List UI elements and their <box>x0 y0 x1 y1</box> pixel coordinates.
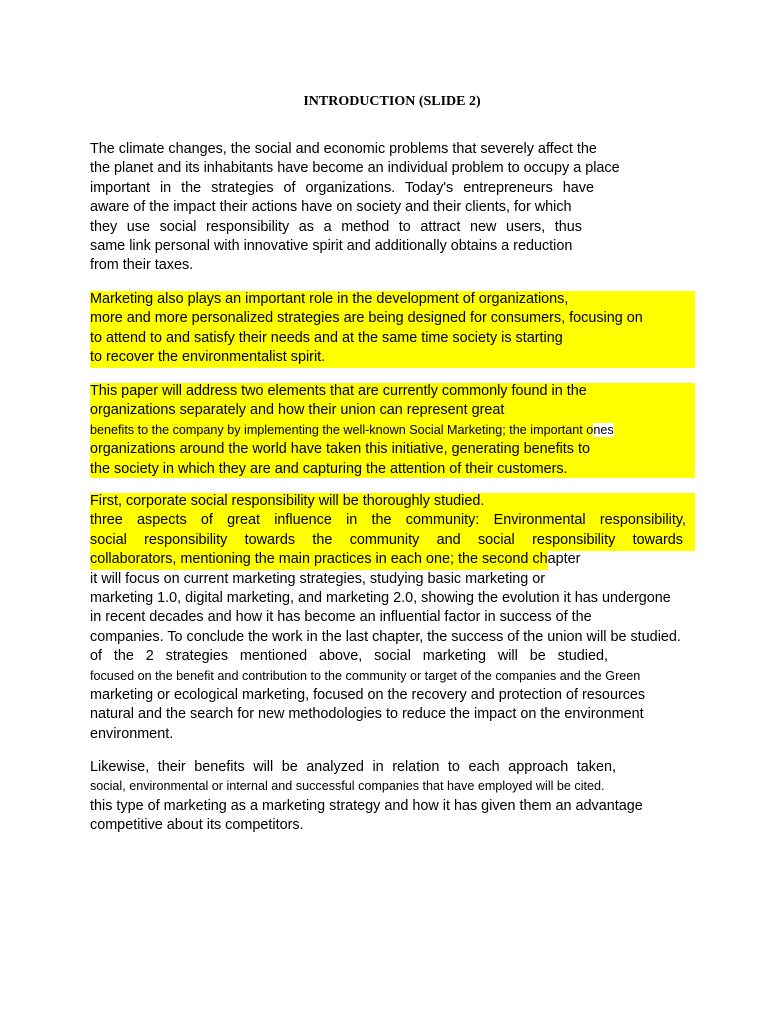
text-line: Marketing also plays an important role in the development of organizations, <box>90 291 569 307</box>
text-line <box>90 421 614 440</box>
text-line: Likewise, their benefits will be analyzed in relation to each approach taken, <box>90 759 616 775</box>
text-line: from their taxes. <box>90 257 194 274</box>
text-line: to attend to and satisfy their needs and at the same time society is starting <box>90 329 563 346</box>
text-line: important in the strategies of organizations. Today's entrepreneurs have <box>90 179 594 196</box>
text-line: this type of marketing as a marketing strategy and how it has given them an advantage <box>90 797 643 814</box>
text-line: to recover the environmentalist spirit. <box>90 349 326 366</box>
page-title: INTRODUCTION (SLIDE 2) <box>303 94 481 109</box>
text-line: it will focus on current marketing strategies, studying basic marketing or <box>90 570 546 587</box>
highlighted-text: collaborators, mentioning the main practices in each one; the secon <box>90 551 521 568</box>
text-line: competitive about its competitors. <box>90 817 304 834</box>
text-line: the planet and its inhabitants have become an individual problem to occupy a place <box>90 160 620 177</box>
text-line: they use social responsibility as a method to attract new users, thus <box>90 218 582 235</box>
text-line: environment. <box>90 725 174 742</box>
text-line: same link personal with innovative spirit and additionally obtains a reduction <box>90 237 573 254</box>
text-line: focused on the benefit and contribution to the community or target of the companies and the Green <box>90 668 641 683</box>
plain-text: nes <box>593 422 614 437</box>
text-line: First, corporate social responsibility will be thoroughly studied. <box>90 493 485 509</box>
text-line: three aspects of great influence in the community: Environmental responsibility, <box>90 512 686 529</box>
plain-text: d chapter <box>520 551 581 568</box>
text-line: This paper will address two elements that are currently commonly found in the <box>90 383 587 399</box>
highlighted-text: benefits to the company by implementing the well-known Social Marketing; the important o <box>90 422 594 437</box>
text-line: marketing 1.0, digital marketing, and marketing 2.0, showing the evolution it has undergone <box>90 589 671 606</box>
text-line: of the 2 strategies mentioned above, social marketing will be studied, <box>90 648 608 665</box>
text-line: marketing or ecological marketing, focused on the recovery and protection of resources <box>90 686 646 703</box>
text-line: natural and the search for new methodologies to reduce the impact on the environment <box>90 706 644 723</box>
text-line: organizations separately and how their union can represent great <box>90 402 505 419</box>
paragraph-benefits <box>90 758 643 836</box>
paragraph-paper-scope <box>90 382 614 479</box>
paragraph-intro <box>90 140 620 276</box>
text-line: more and more personalized strategies are being designed for consumers, focusing on <box>90 310 643 327</box>
text-line: social responsibility towards the community and social responsibility towards <box>90 531 683 548</box>
text-line: companies. To conclude the work in the last chapter, the success of the union will be studied. <box>90 628 681 645</box>
text-line: organizations around the world have taken this initiative, generating benefits to <box>90 441 590 458</box>
text-line: The climate changes, the social and economic problems that severely affect the <box>90 141 597 157</box>
text-line: social, environmental or internal and successful companies that have employed will be cited. <box>90 779 605 794</box>
paragraph-structure <box>90 492 686 744</box>
text-line: the society in which they are and capturing the attention of their customers. <box>90 460 568 477</box>
text-line: in recent decades and how it has become an influential factor in success of the <box>90 609 592 626</box>
paragraph-marketing <box>90 290 643 368</box>
text-line <box>90 550 686 569</box>
text-line: aware of the impact their actions have on society and their clients, for which <box>90 199 572 216</box>
